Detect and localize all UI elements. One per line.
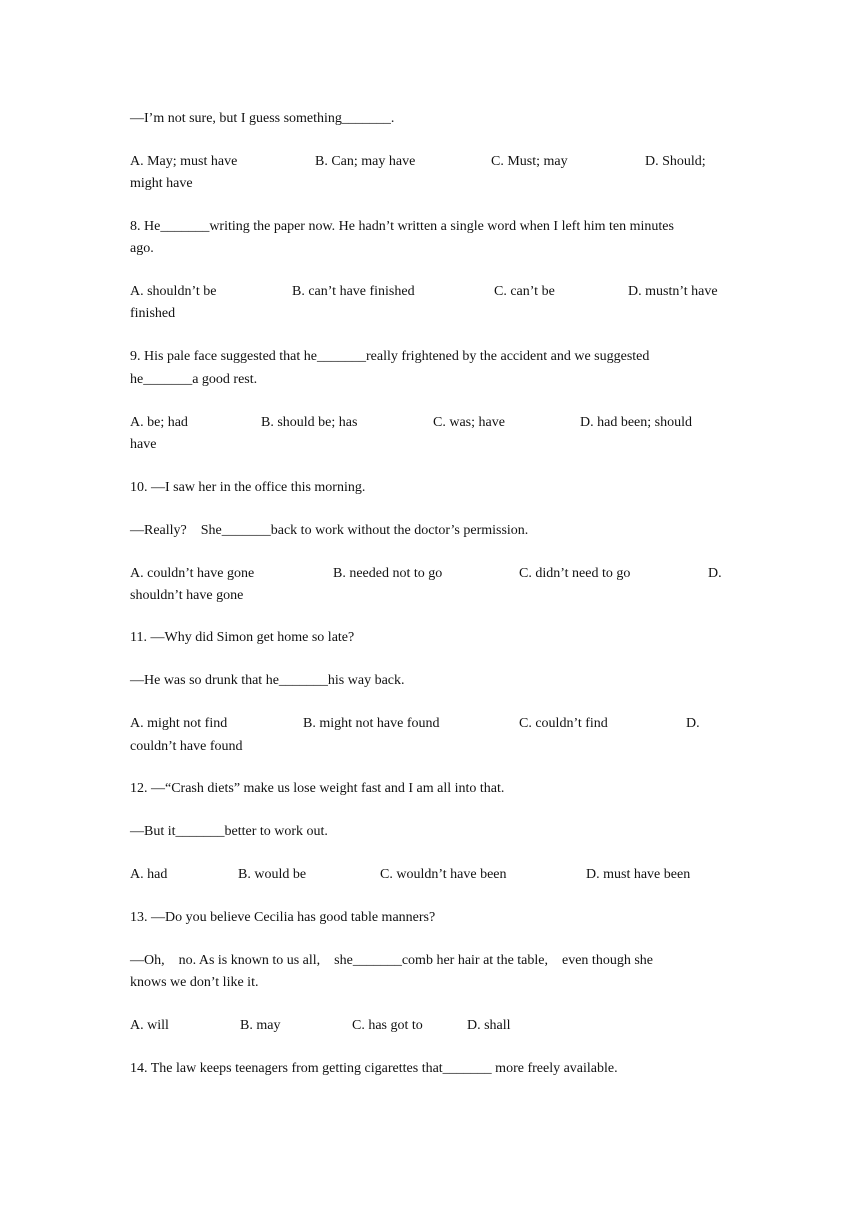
q13-option-c: C. has got to [352, 1018, 423, 1033]
question-8-prompt: 8. He_______writing the paper now. He hadn’t written a single word when I left him ten minutes [130, 219, 674, 234]
q11-option-d-cont: couldn’t have found [130, 739, 243, 754]
q9-option-c: C. was; have [433, 415, 505, 430]
question-14-prompt: 14. The law keeps teenagers from getting cigarettes that_______ more freely available. [130, 1061, 618, 1076]
q8-option-c: C. can’t be [494, 284, 555, 299]
q13-option-b: B. may [240, 1018, 281, 1033]
q11-option-a: A. might not find [130, 716, 228, 731]
q9-option-d: D. had been; should [580, 415, 692, 430]
q7-option-b: B. Can; may have [315, 154, 416, 169]
q12-option-c: C. wouldn’t have been [380, 867, 507, 882]
q11-option-d: D. [686, 716, 700, 731]
q11-option-b: B. might not have found [303, 716, 440, 731]
question-9-prompt-cont: he_______a good rest. [130, 372, 258, 387]
q9-option-d-cont: have [130, 437, 157, 452]
q8-option-d-cont: finished [130, 306, 176, 321]
question-10-prompt: 10. —I saw her in the office this morning. [130, 480, 366, 495]
q12-option-b: B. would be [238, 867, 307, 882]
question-13-prompt: 13. —Do you believe Cecilia has good table manners? [130, 910, 436, 925]
q7-option-d-cont: might have [130, 176, 193, 191]
question-8-prompt-cont: ago. [130, 241, 154, 256]
question-13-dialogue: —Oh, no. As is known to us all, she_______comb her hair at the table, even though she [130, 953, 653, 968]
q8-option-d: D. mustn’t have [628, 284, 718, 299]
q13-option-a: A. will [130, 1018, 169, 1033]
question-12-prompt: 12. —“Crash diets” make us lose weight fast and I am all into that. [130, 781, 505, 796]
q9-option-a: A. be; had [130, 415, 188, 430]
question-9-prompt: 9. His pale face suggested that he_______really frightened by the accident and we suggested [130, 349, 650, 364]
question-12-dialogue: —But it_______better to work out. [130, 824, 328, 839]
q9-option-b: B. should be; has [261, 415, 358, 430]
q10-option-a: A. couldn’t have gone [130, 566, 255, 581]
question-10-dialogue: —Really? She_______back to work without the doctor’s permission. [130, 523, 529, 538]
question-11-dialogue: —He was so drunk that he_______his way back. [130, 673, 405, 688]
q12-option-a: A. had [130, 867, 168, 882]
question-7-prompt: —I’m not sure, but I guess something_______. [130, 111, 395, 126]
q8-option-b: B. can’t have finished [292, 284, 415, 299]
q8-option-a: A. shouldn’t be [130, 284, 217, 299]
q7-option-d: D. Should; [645, 154, 706, 169]
q7-option-c: C. Must; may [491, 154, 568, 169]
q13-option-d: D. shall [467, 1018, 511, 1033]
q7-option-a: A. May; must have [130, 154, 238, 169]
q10-option-d: D. [708, 566, 722, 581]
q10-option-b: B. needed not to go [333, 566, 443, 581]
q10-option-d-cont: shouldn’t have gone [130, 588, 244, 603]
question-13-dialogue-cont: knows we don’t like it. [130, 975, 259, 990]
q11-option-c: C. couldn’t find [519, 716, 608, 731]
question-11-prompt: 11. —Why did Simon get home so late? [130, 630, 355, 645]
q12-option-d: D. must have been [586, 867, 691, 882]
q10-option-c: C. didn’t need to go [519, 566, 631, 581]
